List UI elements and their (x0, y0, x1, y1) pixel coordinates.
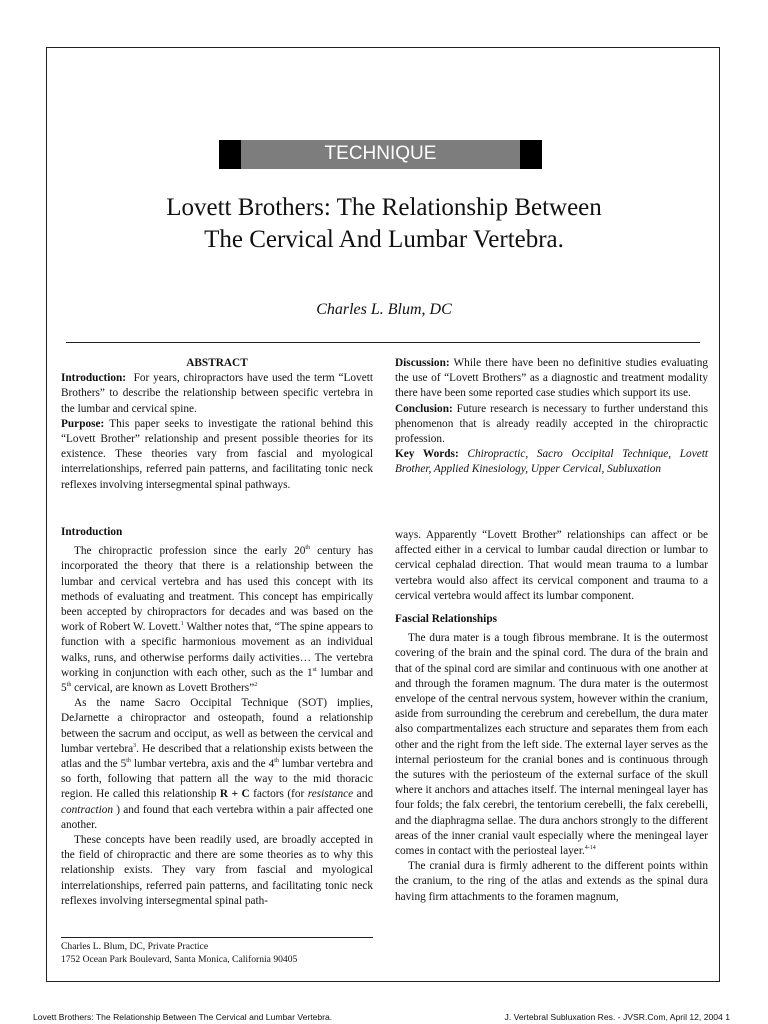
abstract-discussion: Discussion: While there have been no definitive studies evaluating the use of “Lovett Brothers” as a diagnostic and treatment modality there have been some reported case studies which support its use. (395, 357, 708, 400)
introduction-heading: Introduction (61, 526, 123, 538)
header-divider (66, 342, 700, 343)
introduction-paragraph-1: The chiropractic profession since the early 20th century has incorporated the theory that there is a relationship between the lumbar and cervical vertebra and has used this concept with its methods of evaluating and treatment. This concept has empirically been accepted by chiropractors for decades and was based on the work of Robert W. Lovett.$^1$ Walther notes that, “The spine appears to function with a specific harmonious movement as an individual walks, runs, and otherwise performs daily activities… The vertebra working in conjunction with each other, such as the 1st lumbar and 5th cervical, are known as Lovett Brothers”$^2$ (61, 545, 374, 695)
abstract-left (61, 356, 373, 493)
body-left-column (61, 525, 373, 909)
introduction-paragraph-3: These concepts have been readily used, are broadly accepted in the field of chiropractic and there are some theories as to why this relationship exists. They vary from fascial and myological interrelationships, referred pain patterns, and facilitating tonic neck reflexes involving intersegmental spinal path- (61, 834, 373, 907)
fascial-paragraph-1: The dura mater is a tough fibrous membrane. It is the outermost covering of the brain and the spinal cord. The dura of the brain and that of the spinal cord are similar and continuous with one another at and through the foramen magnum. The dura mater is the outermost envelope of the central nervous system, however within the cranium, aside from surrounding the cerebrum and cerebellum, the dura mater also compartmentalizes each structure and separates them from each other and the right from the left side. The external layer serves as the internal periosteum for the cranial bones and is continuous through the sutures with the periosteum of the external surface of the skull where it anchors and attaches itself. The internal meningeal layer has four folds; the falx cerebri, the tentorium cerebelli, the falx cerebelli, and the diaphragma sellae. The dura anchors strongly to the different areas of the inner cranial vault especially where the meningeal layer comes in contact with the periosteal layer.$^{4-14}$ (395, 632, 708, 858)
title-line-2: The Cervical And Lumbar Vertebra. (204, 226, 564, 253)
running-footer-title: Lovett Brothers: The Relationship Between The Cervical and Lumbar Vertebra. (33, 1012, 333, 1022)
footnote-divider (61, 937, 373, 938)
introduction-paragraph-2: As the name Sacro Occipital Technique (SOT) implies, DeJarnette a chiropractor and osteopath, found a relationship between the sacrum and occiput, as well as between the cervical and lumbar vertebra$^3$. He described that a relationship exists between the atlas and the 5th lumbar vertebra, axis and the 4th lumbar vertebra and so forth, following that pattern all the way to the mid thoracic region. He called this relationship R + C factors (for resistance and contraction ) and found that each vertebra within a pair affected one another. (61, 697, 373, 831)
author-name: Charles L. Blum, DC (316, 301, 452, 318)
body-right-column (395, 528, 708, 905)
author-affiliation-footnote: Charles L. Blum, DC, Private Practice 1752 Ocean Park Boulevard, Santa Monica, California 90405 (61, 941, 298, 965)
fascial-relationships-heading: Fascial Relationships (395, 613, 497, 626)
continued-paragraph: ways. Apparently “Lovett Brother” relationships can affect or be affected either in a cervical to lumbar caudal direction or lumbar to cervical cephalad direction. That would mean trauma to a lumbar vertebra would also affect its cervical component and trauma to a cervical vertebra would affect its lumbar component. (395, 529, 708, 602)
fascial-paragraph-2: The cranial dura is firmly adherent to the different points within the cranium, to the ring of the atlas and extends as the spinal dura having firm attachments to the foramen magnum, (395, 860, 708, 903)
article-title (100, 192, 668, 256)
abstract-right (395, 356, 708, 478)
running-footer-citation: J. Vertebral Subluxation Res. - JVSR.Com, April 12, 2004 1 (504, 1012, 730, 1022)
abstract-introduction: Introduction: For years, chiropractors have used the term “Lovett Brothers” to describe the relationship between specific vertebra in the lumbar and cervical spine. (61, 372, 373, 415)
abstract-keywords: Key Words: Chiropractic, Sacro Occipital Technique, Lovett Brother, Applied Kinesiology, Upper Cervical, Subluxation (395, 448, 709, 476)
title-line-1: Lovett Brothers: The Relationship Between (166, 194, 602, 221)
abstract-purpose: Purpose: This paper seeks to investigate the rational behind this “Lovett Brother” relationship and present possible theories for its existence. These theories vary from fascial and myological interrelationships, referred pain patterns, and facilitating tonic neck reflexes involving intersegmental spinal pathways. (61, 417, 373, 491)
section-banner-label: TECHNIQUE (324, 143, 437, 164)
abstract-heading: ABSTRACT (186, 357, 248, 369)
abstract-conclusion: Conclusion: Future research is necessary to further understand this phenomenon that is already readily accepted in the chiropractic profession. (395, 402, 708, 446)
section-banner (219, 140, 542, 169)
